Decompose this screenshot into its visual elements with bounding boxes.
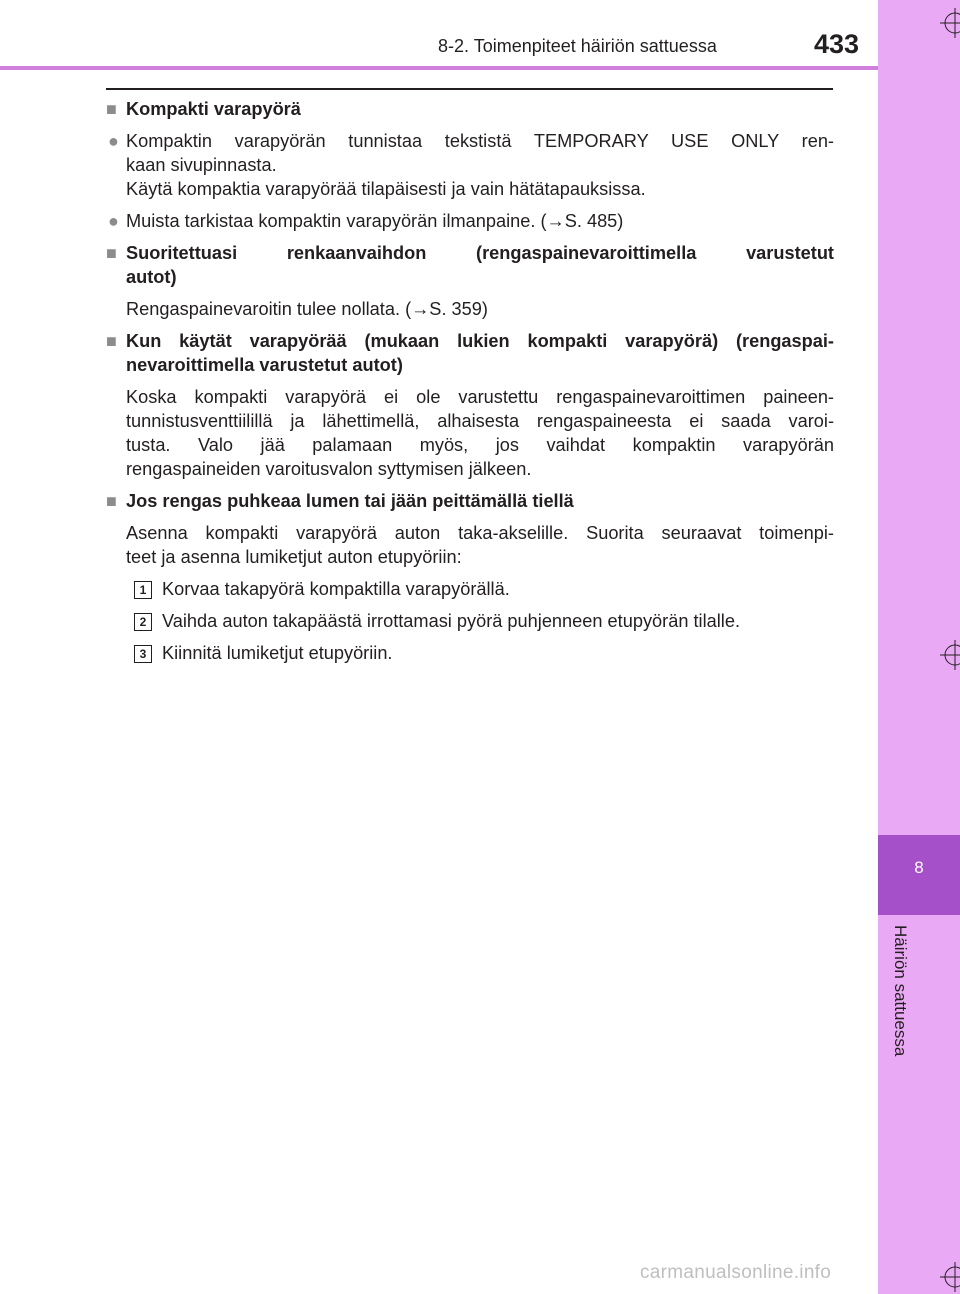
page-number: 433 — [814, 29, 860, 59]
watermark: carmanualsonline.info — [640, 1262, 832, 1283]
bullet-item — [106, 129, 834, 201]
body-line: Asenna kompakti varapyörä auton taka-akselille. Suorita seuraavat toimenpi- — [126, 523, 834, 543]
chapter-number: 8 — [914, 858, 924, 877]
section-body — [106, 521, 834, 569]
section-heading — [106, 97, 834, 121]
body-line: Rengaspainevaroitin tulee nollata. (→S. 359) — [126, 299, 488, 319]
crop-mark-icon — [940, 1262, 960, 1292]
section-marker-icon: ■ — [106, 331, 117, 351]
step-item — [106, 577, 834, 601]
section-heading — [106, 329, 834, 377]
section-marker-icon: ■ — [106, 491, 117, 511]
step-number-badge: 1 — [134, 581, 152, 599]
section-body — [106, 385, 834, 481]
bullet-line: kaan sivupinnasta. — [126, 155, 277, 175]
chapter-label-container — [886, 925, 910, 1085]
step-text: Korvaa takapyörä kompaktilla varapyörällä. — [162, 579, 510, 599]
step-text: Vaihda auton takapäästä irrottamasi pyörä puhjenneen etupyörän tilalle. — [162, 611, 741, 631]
section-heading-text: autot) — [126, 267, 177, 287]
crop-mark-icon — [940, 8, 960, 38]
page-content — [106, 97, 834, 665]
step-number-badge: 3 — [134, 645, 152, 663]
step-item — [106, 609, 834, 633]
section-heading-text: Suoritettuasi renkaanvaihdon (rengaspainevaroittimella varustetut — [126, 243, 834, 263]
body-line: teet ja asenna lumiketjut auton etupyöriin: — [126, 547, 462, 567]
section-marker-icon: ■ — [106, 99, 117, 119]
bullet-line: Muista tarkistaa kompaktin varapyörän ilmanpaine. (→S. 485) — [126, 211, 624, 231]
body-line: tusta. Valo jää palamaan myös, jos vaihdat kompaktin varapyörän — [126, 435, 834, 455]
chapter-label: Häiriön sattuessa — [891, 925, 910, 1057]
section-marker-icon: ■ — [106, 243, 117, 263]
section-heading-text: Kompakti varapyörä — [126, 99, 301, 119]
body-line: tunnistusventtiilillä ja lähettimellä, alhaisesta rengaspaineesta ei saada varoi- — [126, 411, 834, 431]
step-text: Kiinnitä lumiketjut etupyöriin. — [162, 643, 393, 663]
header-rule — [0, 66, 878, 70]
section-heading-text: nevaroittimella varustetut autot) — [126, 355, 403, 375]
step-number-badge: 2 — [134, 613, 152, 631]
bullet-dot-icon: ● — [108, 211, 119, 231]
section-heading-text: Jos rengas puhkeaa lumen tai jään peittämällä tiellä — [126, 491, 574, 511]
body-line: Koska kompakti varapyörä ei ole varustettu rengaspainevaroittimen paineen- — [126, 387, 834, 407]
crop-mark-icon — [940, 640, 960, 670]
bullet-line: Käytä kompaktia varapyörää tilapäisesti ja vain hätätapauksissa. — [126, 179, 646, 199]
body-line: rengaspaineiden varoitusvalon syttymisen jälkeen. — [126, 459, 532, 479]
section-body — [106, 297, 834, 321]
bullet-dot-icon: ● — [108, 131, 119, 151]
header-section-title: 8-2. Toimenpiteet häiriön sattuessa — [438, 36, 717, 56]
bullet-item — [106, 209, 834, 233]
step-item — [106, 641, 834, 665]
bullet-line: Kompaktin varapyörän tunnistaa tekstistä TEMPORARY USE ONLY ren- — [126, 131, 834, 151]
content-top-rule — [106, 88, 833, 90]
section-heading — [106, 241, 834, 289]
section-heading — [106, 489, 834, 513]
section-heading-text: Kun käytät varapyörää (mukaan lukien kompakti varapyörä) (rengaspai- — [126, 331, 834, 351]
